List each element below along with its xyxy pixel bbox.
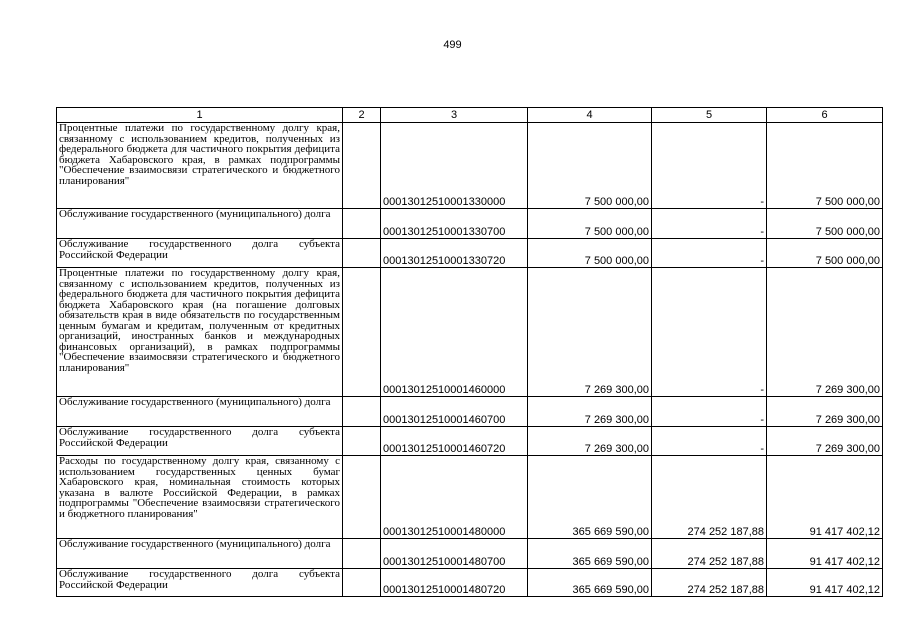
row-amount-6: 7 269 300,00 xyxy=(767,268,883,397)
row-amount-5: 274 252 187,88 xyxy=(652,456,767,539)
row-code: 00013012510001330700 xyxy=(381,209,528,239)
table-row xyxy=(57,569,883,597)
table-row xyxy=(57,209,883,239)
row-col2 xyxy=(343,397,381,427)
row-name: Обслуживание государственного долга субъекта Российской Федерации xyxy=(57,239,343,268)
row-amount-5: - xyxy=(652,209,767,239)
header-col-6: 6 xyxy=(767,108,883,123)
row-code: 00013012510001330720 xyxy=(381,239,528,268)
row-col2 xyxy=(343,569,381,597)
row-amount-5: - xyxy=(652,397,767,427)
table-row xyxy=(57,456,883,539)
row-amount-4: 7 500 000,00 xyxy=(528,239,652,268)
row-amount-4: 365 669 590,00 xyxy=(528,569,652,597)
table-row xyxy=(57,123,883,209)
table-row xyxy=(57,268,883,397)
row-amount-6: 7 269 300,00 xyxy=(767,427,883,456)
header-col-2: 2 xyxy=(343,108,381,123)
row-code: 00013012510001330000 xyxy=(381,123,528,209)
row-amount-4: 7 269 300,00 xyxy=(528,397,652,427)
row-code: 00013012510001480000 xyxy=(381,456,528,539)
row-name: Расходы по государственному долгу края, связанному с использованием государственных ценных бумаг Хабаровского края, номинальная стоимость которых указана в валюте Российской Федерации, в рамках подпрограммы "Обеспечение взаимосвязи стратегического и бюджетного планирования" xyxy=(57,456,343,539)
row-col2 xyxy=(343,456,381,539)
table-row xyxy=(57,397,883,427)
row-amount-5: - xyxy=(652,123,767,209)
row-amount-4: 7 269 300,00 xyxy=(528,268,652,397)
row-col2 xyxy=(343,209,381,239)
row-name: Обслуживание государственного долга субъекта Российской Федерации xyxy=(57,427,343,456)
row-amount-5: - xyxy=(652,268,767,397)
row-amount-6: 7 500 000,00 xyxy=(767,123,883,209)
row-amount-4: 7 500 000,00 xyxy=(528,209,652,239)
table-row xyxy=(57,539,883,569)
row-name: Процентные платежи по государственному долгу края, связанному с использованием кредитов, полученных из федерального бюджета для частичного покрытия дефицита бюджета Хабаровского края, в рамках подпрограммы "Обеспечение взаимосвязи стратегического и бюджетного планирования" xyxy=(57,123,343,209)
row-amount-5: - xyxy=(652,427,767,456)
header-col-1: 1 xyxy=(57,108,343,123)
row-col2 xyxy=(343,539,381,569)
row-col2 xyxy=(343,239,381,268)
header-col-3: 3 xyxy=(381,108,528,123)
row-code: 00013012510001460720 xyxy=(381,427,528,456)
row-col2 xyxy=(343,123,381,209)
row-amount-4: 7 500 000,00 xyxy=(528,123,652,209)
header-col-4: 4 xyxy=(528,108,652,123)
header-col-5: 5 xyxy=(652,108,767,123)
row-code: 00013012510001460700 xyxy=(381,397,528,427)
row-amount-4: 365 669 590,00 xyxy=(528,456,652,539)
table-row xyxy=(57,427,883,456)
table-row xyxy=(57,239,883,268)
page-number: 499 xyxy=(443,39,462,51)
row-amount-5: 274 252 187,88 xyxy=(652,569,767,597)
row-amount-4: 7 269 300,00 xyxy=(528,427,652,456)
row-name: Обслуживание государственного (муниципального) долга xyxy=(57,539,343,569)
row-amount-6: 91 417 402,12 xyxy=(767,569,883,597)
row-code: 00013012510001460000 xyxy=(381,268,528,397)
table-header-row xyxy=(57,108,883,123)
row-name: Процентные платежи по государственному долгу края, связанному с использованием кредитов, полученных из федерального бюджета для частичного покрытия дефицита бюджета Хабаровского края (на погашение долговых обязательств края в виде обязательств по государственным ценным бумагам и кредитам, полученным от кредитных организаций, иностранных банков и международных финансовых организаций), в рамках подпрограммы "Обеспечение взаимосвязи стратегического и бюджетного планирования" xyxy=(57,268,343,397)
row-amount-6: 91 417 402,12 xyxy=(767,456,883,539)
row-amount-6: 91 417 402,12 xyxy=(767,539,883,569)
row-amount-6: 7 269 300,00 xyxy=(767,397,883,427)
row-amount-5: - xyxy=(652,239,767,268)
budget-table xyxy=(56,107,883,597)
row-amount-4: 365 669 590,00 xyxy=(528,539,652,569)
row-col2 xyxy=(343,427,381,456)
row-code: 00013012510001480700 xyxy=(381,539,528,569)
row-name: Обслуживание государственного (муниципального) долга xyxy=(57,209,343,239)
row-amount-6: 7 500 000,00 xyxy=(767,239,883,268)
row-amount-6: 7 500 000,00 xyxy=(767,209,883,239)
row-amount-5: 274 252 187,88 xyxy=(652,539,767,569)
row-code: 00013012510001480720 xyxy=(381,569,528,597)
row-name: Обслуживание государственного (муниципального) долга xyxy=(57,397,343,427)
row-col2 xyxy=(343,268,381,397)
row-name: Обслуживание государственного долга субъекта Российской Федерации xyxy=(57,569,343,597)
